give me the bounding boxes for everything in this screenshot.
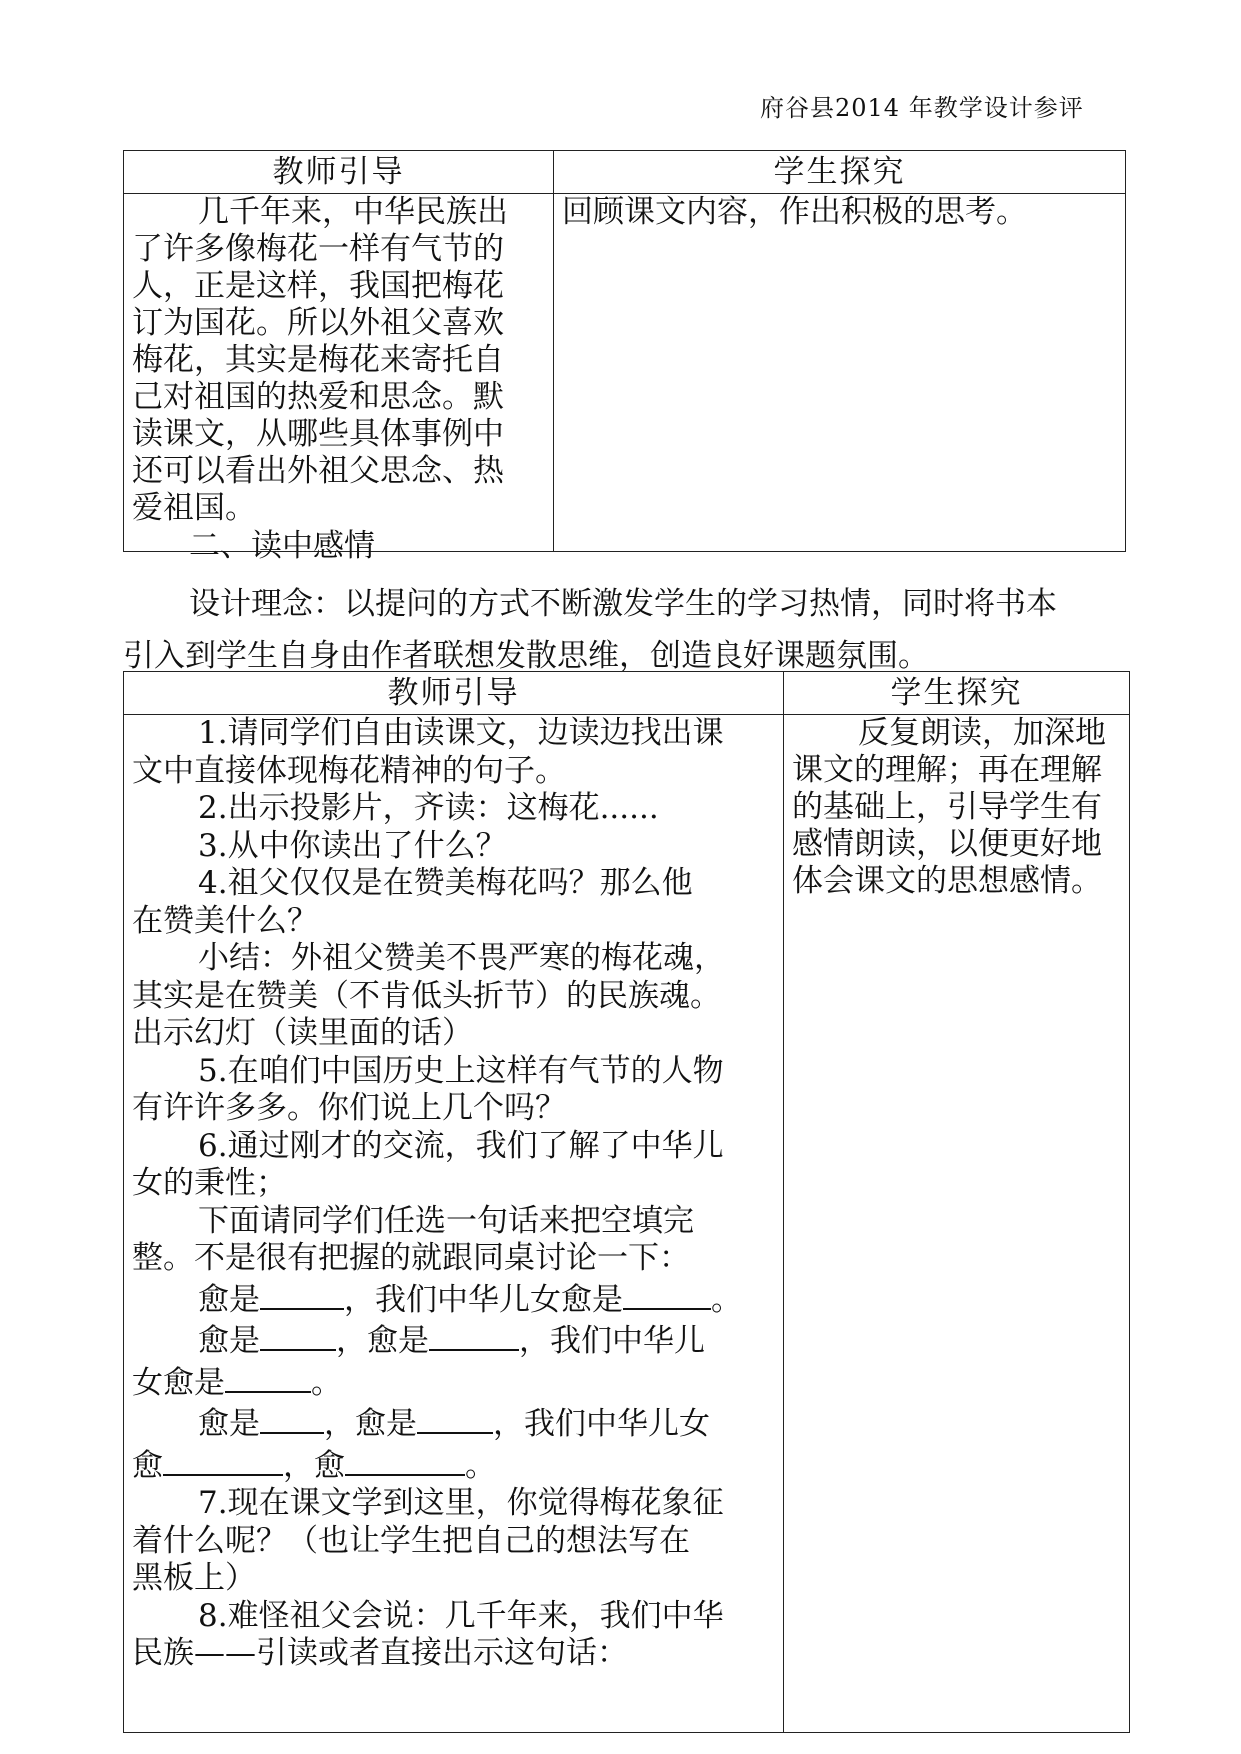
design-line: 设计理念：以提问的方式不断激发学生的学习热情，同时将书本 <box>189 586 1057 622</box>
text-line: 爱祖国。 <box>132 490 256 526</box>
section-title-text: 二、读中感情 <box>189 528 375 564</box>
text: ，愈 <box>283 1447 345 1484</box>
blank <box>225 1361 311 1393</box>
text-line: 的基础上，引导学生有 <box>792 789 1102 825</box>
text-line: 3.从中你读出了什么？ <box>198 827 507 864</box>
text-line: 6.通过刚才的交流，我们了解了中华儿 <box>198 1127 724 1164</box>
student-inquiry-cell <box>784 715 1130 1733</box>
text: 。 <box>711 1281 742 1318</box>
text-line: 人，正是这样，我国把梅花 <box>132 268 504 304</box>
text-line: 反复朗读，加深地 <box>858 715 1106 751</box>
text: 。 <box>465 1447 496 1484</box>
text-line: 下面请同学们任选一句话来把空填完 <box>198 1202 694 1239</box>
design-line: 引入到学生自身由作者联想发散思维，创造良好课题氛围。 <box>123 638 929 674</box>
text-line: 有许许多多。你们说上几个吗？ <box>132 1090 566 1126</box>
blank <box>429 1319 519 1351</box>
text-line: 几千年来，中华民族出 <box>198 194 508 230</box>
text: ，愈是 <box>324 1406 417 1442</box>
text-line: 在赞美什么？ <box>132 902 318 939</box>
text-line: 其实是在赞美（不肯低头折节）的民族魂。 <box>132 977 721 1014</box>
text-line: 7.现在课文学到这里，你觉得梅花象征 <box>198 1485 724 1521</box>
fill-blank-line <box>132 1361 775 1403</box>
teacher-guidance-header: 教师引导 <box>124 151 554 194</box>
text: 愈是 <box>198 1406 260 1442</box>
text-line: 5.在咱们中国历史上这样有气节的人物 <box>198 1052 724 1089</box>
text-line: 出示幻灯（读里面的话） <box>132 1015 473 1051</box>
text-line: 梅花，其实是梅花来寄托自 <box>132 342 504 378</box>
fill-blank-line <box>132 1319 775 1361</box>
text-line: 订为国花。所以外祖父喜欢 <box>132 305 504 341</box>
text: 愈是 <box>198 1323 260 1359</box>
text: ，我们中华儿女愈是 <box>344 1281 623 1318</box>
text-line: 黑板上） <box>132 1560 256 1596</box>
text-line: 文中直接体现梅花精神的句子。 <box>132 752 566 789</box>
blank <box>623 1278 711 1310</box>
blank <box>260 1278 344 1310</box>
page-header: 府谷县2014 年教学设计参评 <box>760 94 1084 122</box>
text-line: 民族——引读或者直接出示这句话： <box>132 1635 628 1671</box>
text-line: 课文的理解；再在理解 <box>792 752 1102 788</box>
text-line: 读课文，从哪些具体事例中 <box>132 416 504 452</box>
text-line: 4.祖父仅仅是在赞美梅花吗？那么他 <box>198 865 693 901</box>
text-line: 体会课文的思想感情。 <box>792 863 1102 899</box>
text-line: 己对祖国的热爱和思念。默 <box>132 379 504 415</box>
text: 愈是 <box>198 1281 260 1318</box>
teacher-guidance-cell <box>124 194 554 552</box>
blank <box>345 1444 465 1476</box>
text-line: 还可以看出外祖父思念、热 <box>132 453 504 489</box>
student-inquiry-header: 学生探究 <box>784 672 1130 715</box>
text-line: 感情朗读，以便更好地 <box>792 826 1102 862</box>
text-line: 整。不是很有把握的就跟同桌讨论一下： <box>132 1240 690 1276</box>
text: 。 <box>311 1364 342 1401</box>
blank <box>260 1319 336 1351</box>
text: ，我们中华儿 <box>519 1323 705 1359</box>
text-line: 小结：外祖父赞美不畏严寒的梅花魂， <box>198 940 725 976</box>
guidance-table-2 <box>123 671 1130 1733</box>
text: ，愈是 <box>336 1323 429 1359</box>
fill-blank-line <box>132 1444 775 1486</box>
text-line: 了许多像梅花一样有气节的 <box>132 231 504 267</box>
blank <box>260 1402 324 1434</box>
text-line: 1.请同学们自由读课文，边读边找出课 <box>198 715 724 751</box>
teacher-guidance-header: 教师引导 <box>124 672 784 715</box>
text-line: 8.难怪祖父会说：几千年来，我们中华 <box>198 1597 724 1634</box>
student-inquiry-header: 学生探究 <box>554 151 1126 194</box>
fill-blank-line <box>132 1402 775 1444</box>
blank <box>417 1402 493 1434</box>
teacher-guidance-cell <box>124 715 784 1733</box>
text-line: 2.出示投影片，齐读：这梅花...... <box>198 790 659 826</box>
text-line: 着什么呢？（也让学生把自己的想法写在 <box>132 1522 690 1559</box>
text-line: 女的秉性； <box>132 1165 287 1201</box>
design-concept <box>123 578 1133 682</box>
section-title <box>123 520 1133 572</box>
blank <box>163 1444 283 1476</box>
student-inquiry-cell <box>554 194 1126 552</box>
text: ，我们中华儿女 <box>493 1406 710 1442</box>
text: 女愈是 <box>132 1364 225 1401</box>
fill-blank-line <box>132 1278 775 1320</box>
text: 愈 <box>132 1447 163 1484</box>
text-line: 回顾课文内容，作出积极的思考。 <box>562 194 1027 230</box>
guidance-table-1 <box>123 150 1126 552</box>
